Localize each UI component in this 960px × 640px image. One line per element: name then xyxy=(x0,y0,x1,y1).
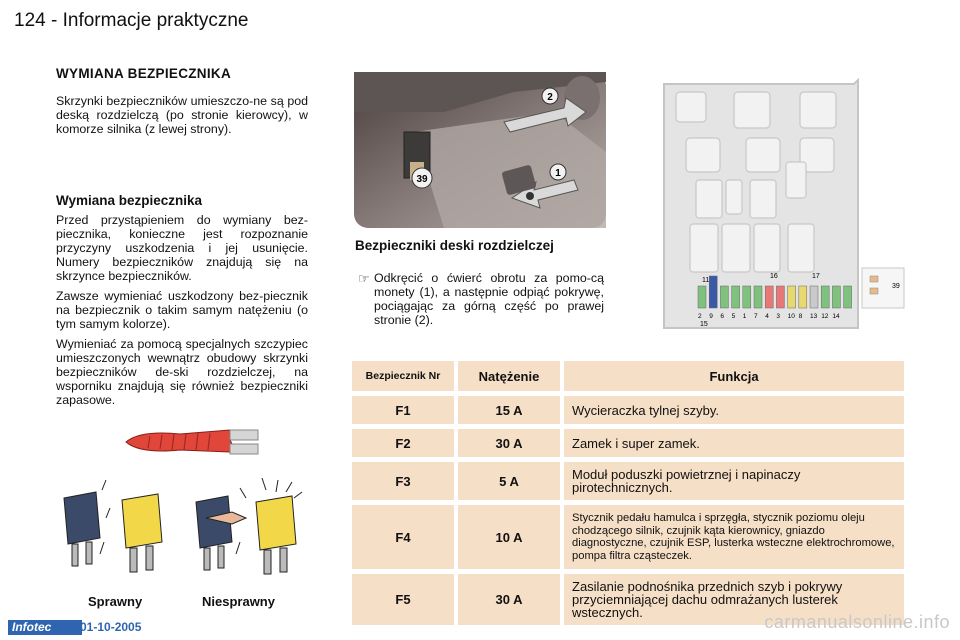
function-cell: Stycznik pedału hamulca i sprzęgła, stycznik poziomu oleju chodzącego silnik, czujnik kąta kierownicy, gniazdo diagnostyczne, czujnik ESP, lusterka wsteczne elektrochromowe, pompa filtra cząsteczek. xyxy=(560,505,904,569)
diagram-fuse xyxy=(844,286,852,308)
diagram-fuse xyxy=(709,276,717,308)
table-row xyxy=(352,396,904,424)
diagram-fuse-label: 6 xyxy=(720,313,725,320)
page-title: Informacje praktyczne xyxy=(62,10,249,31)
header-separator: - xyxy=(50,10,58,31)
diagram-fuse xyxy=(832,286,840,308)
dashboard-fuses-instruction: Odkręcić o ćwierć obrotu za pomo-cą monety (1), a następnie odpiąć pokrywę, pociągając za górną część po prawej stronie (2). xyxy=(374,271,604,327)
function-cell: Wycieraczka tylnej szyby. xyxy=(560,396,904,424)
diagram-fuse-label: 13 xyxy=(810,313,818,320)
table-row xyxy=(352,429,904,457)
function-cell: Zasilanie podnośnika przednich szyb i pokrywy przyciemniającej dachu odmrażanych lusterek wstecznych. xyxy=(560,574,904,625)
amperage-cell: 30 A xyxy=(454,429,560,457)
column-header-function: Funkcja xyxy=(560,361,904,391)
function-cell: Moduł poduszki powietrznej i napinaczy pirotechnicznych. xyxy=(560,462,904,500)
fuse-comparison-illustration xyxy=(56,478,316,588)
callout-39: 39 xyxy=(416,174,428,185)
amperage-cell: 10 A xyxy=(454,505,560,569)
footer-date: 01-10-2005 xyxy=(80,620,142,634)
table-row xyxy=(352,462,904,500)
amperage-cell: 15 A xyxy=(454,396,560,424)
label-bad-fuse: Niesprawny xyxy=(202,594,275,609)
diagram-fuse xyxy=(720,286,728,308)
diagram-fuse-label: 10 xyxy=(787,313,795,320)
diagram-label-top: 17 xyxy=(812,273,820,280)
dashboard-fuses-heading: Bezpieczniki deski rozdzielczej xyxy=(355,238,554,253)
page-number: 124 xyxy=(14,10,46,31)
instructions-text xyxy=(56,213,308,413)
fuse-number-cell: F5 xyxy=(352,574,454,625)
paragraph: Wymieniać za pomocą specjalnych szczypiec umieszczonych wewnątrz obudowy skrzynki bezpieczników de-ski rozdzielczej, na wsporniku znajdują się również bezpieczniki zapasowe. xyxy=(56,337,308,407)
fuse-number-cell: F3 xyxy=(352,462,454,500)
good-fuses xyxy=(64,480,162,572)
fuse-puller-illustration xyxy=(120,410,270,470)
section-heading: WYMIANA BEZPIECZNIKA xyxy=(56,66,231,81)
diagram-fuse xyxy=(788,286,796,308)
diagram-fuse xyxy=(821,286,829,308)
diagram-fuse-label: 1 xyxy=(742,313,747,320)
bad-fuses xyxy=(196,478,302,574)
amperage-cell: 30 A xyxy=(454,574,560,625)
brand-logo: Infotec xyxy=(8,620,82,635)
diagram-fuse xyxy=(754,286,762,308)
page-header xyxy=(14,10,248,32)
diagram-fuse xyxy=(732,286,740,308)
diagram-fuse xyxy=(743,286,751,308)
diagram-fuse-label: 14 xyxy=(832,313,840,320)
diagram-fuse xyxy=(698,286,706,308)
subsection-heading: Wymiana bezpiecznika xyxy=(56,193,203,208)
diagram-fuse-label: 4 xyxy=(765,313,769,320)
diagram-fuse-label: 12 xyxy=(821,313,829,320)
diagram-label-top: 16 xyxy=(770,273,778,280)
diagram-fuse-label: 7 xyxy=(754,313,758,320)
diagram-label-under: 15 xyxy=(700,321,708,328)
diagram-fuse xyxy=(810,286,818,308)
diagram-fuse-label: 2 xyxy=(698,313,702,320)
paragraph: Przed przystąpieniem do wymiany bez-piecznika, konieczne jest rozpoznanie przyczyny uszkodzenia i jej usunięcie. Numery bezpieczników znajdują się na skrzynce bezpieczników. xyxy=(56,213,308,283)
diagram-fuse-label: 8 xyxy=(798,313,803,320)
diagram-label-top: 11 xyxy=(702,277,710,284)
fuse-number-cell: F2 xyxy=(352,429,454,457)
fuse-number-cell: F1 xyxy=(352,396,454,424)
table-header-row xyxy=(352,361,904,391)
paragraph: Zawsze wymieniać uszkodzony bez-piecznik na bezpiecznik o takim samym natężeniu (o tym samym kolorze). xyxy=(56,289,308,331)
diagram-fuse xyxy=(776,286,784,308)
diagram-fuse xyxy=(799,286,807,308)
diagram-fuse-label: 9 xyxy=(709,313,713,320)
fuse-box-diagram xyxy=(660,76,908,332)
label-good-fuse: Sprawny xyxy=(88,594,143,609)
hand-pointer-icon: ☞ xyxy=(358,271,370,286)
column-header-amperage: Natężenie xyxy=(454,361,560,391)
intro-paragraph: Skrzynki bezpieczników umieszczo-ne są pod deską rozdzielczą (po stronie kierowcy), w komorze silnika (z lewej strony). xyxy=(56,94,308,136)
diagram-fuse xyxy=(765,286,773,308)
amperage-cell: 5 A xyxy=(454,462,560,500)
column-header-fuse-number: Bezpiecznik Nr xyxy=(352,361,454,391)
table-row xyxy=(352,505,904,569)
callout-1: 1 xyxy=(555,168,561,179)
diagram-label-side: 39 xyxy=(892,283,900,290)
dashboard-fuse-photo xyxy=(354,72,606,228)
fuse-table xyxy=(352,356,904,630)
diagram-fuse-label: 3 xyxy=(776,313,781,320)
fuse-number-cell: F4 xyxy=(352,505,454,569)
diagram-fuse-label: 5 xyxy=(731,313,736,320)
callout-2: 2 xyxy=(547,92,553,103)
watermark: carmanualsonline.info xyxy=(764,612,950,632)
function-cell: Zamek i super zamek. xyxy=(560,429,904,457)
